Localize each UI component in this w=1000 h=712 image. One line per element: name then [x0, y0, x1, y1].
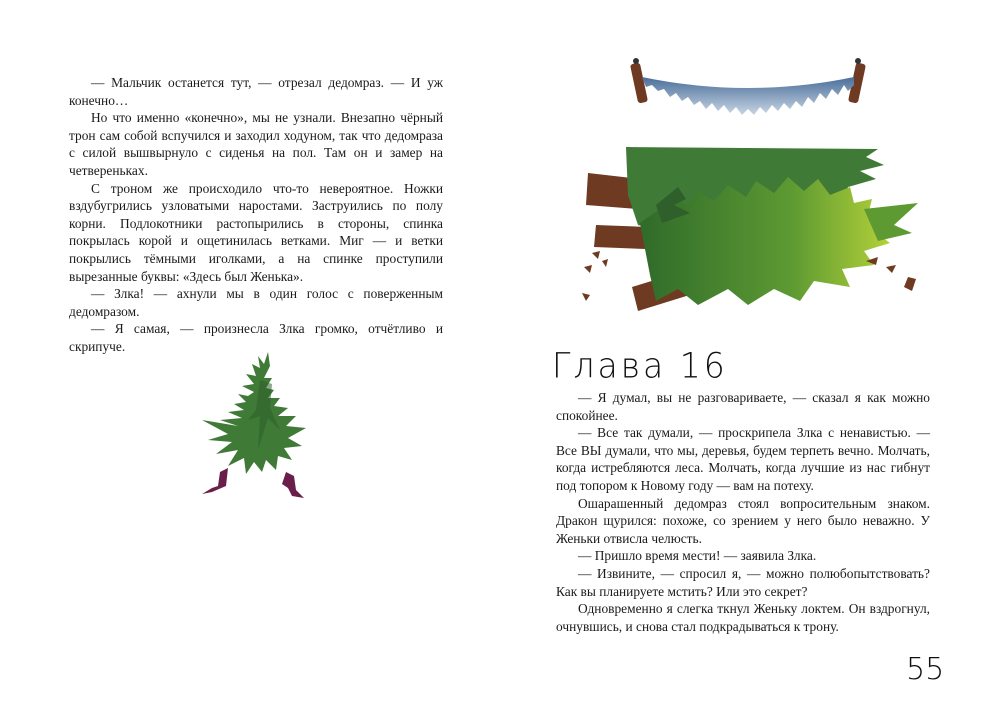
- page-number: 55: [906, 652, 945, 687]
- paragraph: — Я самая, — произнесла Злка громко, отчётливо и скрипуче.: [69, 321, 443, 354]
- paragraph: — Мальчик останется тут, — отрезал дедомраз. — И уж конечно…: [69, 75, 443, 108]
- saw-and-tree-illustration: [578, 55, 923, 317]
- saw: [630, 58, 866, 115]
- tree-feet: [202, 468, 304, 498]
- paragraph: Ошарашенный дедомраз стоял вопросительным знаком. Дракон щурился: похоже, со зрением у него было неважно. У Женьки отвисла челюсть.: [556, 495, 930, 546]
- paragraph: — Пришло время мести! — заявила Злка.: [578, 548, 817, 564]
- paragraph: — Все так думали, — проскрипела Злка с ненавистью. — Все ВЫ думали, что мы, деревья, будем терпеть вечно. Молчать, когда истребляются леса. Молчать, когда лучшие из нас гибнут под топором к Новому году — вам на потеху.: [556, 425, 930, 493]
- walking-tree-illustration: [198, 350, 310, 500]
- felled-tree: [626, 147, 918, 305]
- right-page-text: [556, 389, 930, 635]
- paragraph: С троном же происходило что-то невероятное. Ножки вздубугрились узловатыми наростами. Заструились по полу корни. Подлокотники растопырились в стороны, спинка покрылась корой и ощетинилась ветками. Миг — и ветки покрылись тёмными иголками, а на спинке проступили вырезанные буквы: «Здесь был Женька».: [69, 180, 443, 284]
- paragraph: — Я думал, вы не разговариваете, — сказал я как можно спокойнее.: [556, 390, 930, 423]
- left-page-text: [69, 74, 443, 356]
- chapter-title: Глава 16: [552, 345, 728, 386]
- paragraph: — Извините, — спросил я, — можно полюбопытствовать? Как вы планируете мстить? Или это секрет?: [556, 565, 930, 599]
- tree-body: [202, 352, 306, 474]
- paragraph: — Злка! — ахнули мы в один голос с поверженным дедомразом.: [69, 286, 443, 319]
- paragraph: Одновременно я слегка ткнул Женьку локтем. Он вздрогнул, очнувшись, и снова стал подкрадываться к трону.: [556, 601, 930, 634]
- paragraph: Но что именно «конечно», мы не узнали. Внезапно чёрный трон сам собой вспучился и заходил ходуном, так что дедомраза с силой вышвырнуло с сиденья на пол. Там он и замер на четвереньках.: [69, 110, 443, 178]
